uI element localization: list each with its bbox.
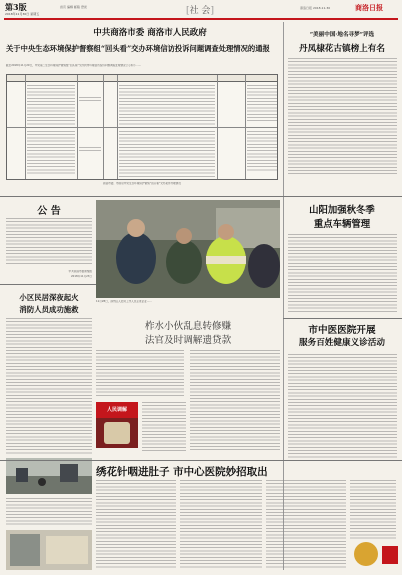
- left-bottom-body: [6, 498, 92, 526]
- right-mid-title-2: 重点车辆管理: [313, 219, 371, 230]
- section-title: [社 会]: [186, 6, 214, 16]
- notice-body: [6, 218, 92, 266]
- ad-block: [6, 530, 92, 570]
- masthead: [0, 0, 402, 20]
- lead-title: 关于中央生态环境保护督察组“回头看”交办环境信访投诉问题调查处理情况的通报: [6, 44, 270, 53]
- badge-label: 人民调解: [106, 407, 127, 413]
- notice-signature: 中共商洛市委督察组: [68, 270, 92, 273]
- lead-intro: 截至2018年11月29日，中央第二生态环境保护督察组“回头看”交办我市环境信访投诉问题调查处理情况公示如下……: [6, 64, 142, 67]
- article3-title-2: 法官及时调解遗贷款: [144, 335, 232, 346]
- page-number: 第3版: [5, 2, 27, 12]
- street-scene: [6, 458, 92, 494]
- bottom-col-1: [96, 480, 176, 568]
- paper-info: 商洛日报 2018.11.30: [300, 6, 331, 10]
- lead-table: [6, 74, 278, 180]
- news-photo: [96, 200, 280, 298]
- photo-caption: 11月28日，商州区人社局工作人员走进企业……: [96, 300, 152, 303]
- article3-title-1: 柞水小伙乱息转修赚: [144, 321, 232, 332]
- brand-logo: [382, 546, 398, 564]
- section-rule-2: [0, 284, 96, 285]
- date-line: 2018年11月30日 星期五: [5, 12, 40, 16]
- right-mid-title-1: 山阳加强秋冬季: [309, 205, 375, 216]
- right-bottom-body: [288, 354, 397, 458]
- right-top-body: [288, 58, 397, 174]
- section-label: 社 会: [189, 6, 211, 16]
- bottom-col-2: [180, 480, 262, 568]
- lead-kicker: 中共商洛市委 商洛市人民政府: [93, 28, 207, 38]
- right-bottom-title-1: 市中医医院开展: [308, 325, 376, 336]
- section-rule-4: [0, 460, 402, 461]
- section-rule-1: [0, 196, 402, 197]
- bottom-title: 绣花针咽进肚子 市中心医院妙招取出: [96, 466, 268, 478]
- article2-title-2: 消防人员成功施救: [19, 305, 79, 314]
- mediation-badge: [96, 402, 138, 448]
- top-nav[interactable]: 首页 编辑 邮箱 登录: [60, 5, 87, 9]
- street-photo: [6, 458, 92, 494]
- paper-logo: 商洛日报: [355, 3, 383, 12]
- masthead-rule: [4, 18, 398, 20]
- article3-col-1b: [142, 402, 186, 452]
- section-rule-3: [283, 318, 402, 319]
- article3-col-1: [96, 350, 184, 398]
- right-mid-body: [288, 234, 397, 314]
- notice-date: 2018年11月23日: [71, 275, 92, 278]
- article2-body: [6, 318, 92, 454]
- notice-title: 公 告: [37, 206, 61, 217]
- article3-col-2: [190, 350, 280, 452]
- right-bottom-title-2: 服务百姓健康义诊活动: [299, 338, 385, 348]
- table-note: 商洛市委、市政府中央生态环境保护督察“回头看”交办案件办理情况: [103, 182, 181, 185]
- bottom-col-3: [266, 480, 346, 568]
- bottom-col-4: [350, 480, 396, 540]
- right-top-title: 丹凤棣花古镇榜上有名: [299, 44, 385, 54]
- table-header: [7, 75, 277, 82]
- article2-title-1: 小区民居深夜起火: [19, 293, 79, 302]
- right-top-kicker: “美丽中国·地名寻梦”评选: [309, 32, 375, 38]
- hospital-logo: [354, 542, 378, 566]
- photo-scene: [96, 200, 280, 298]
